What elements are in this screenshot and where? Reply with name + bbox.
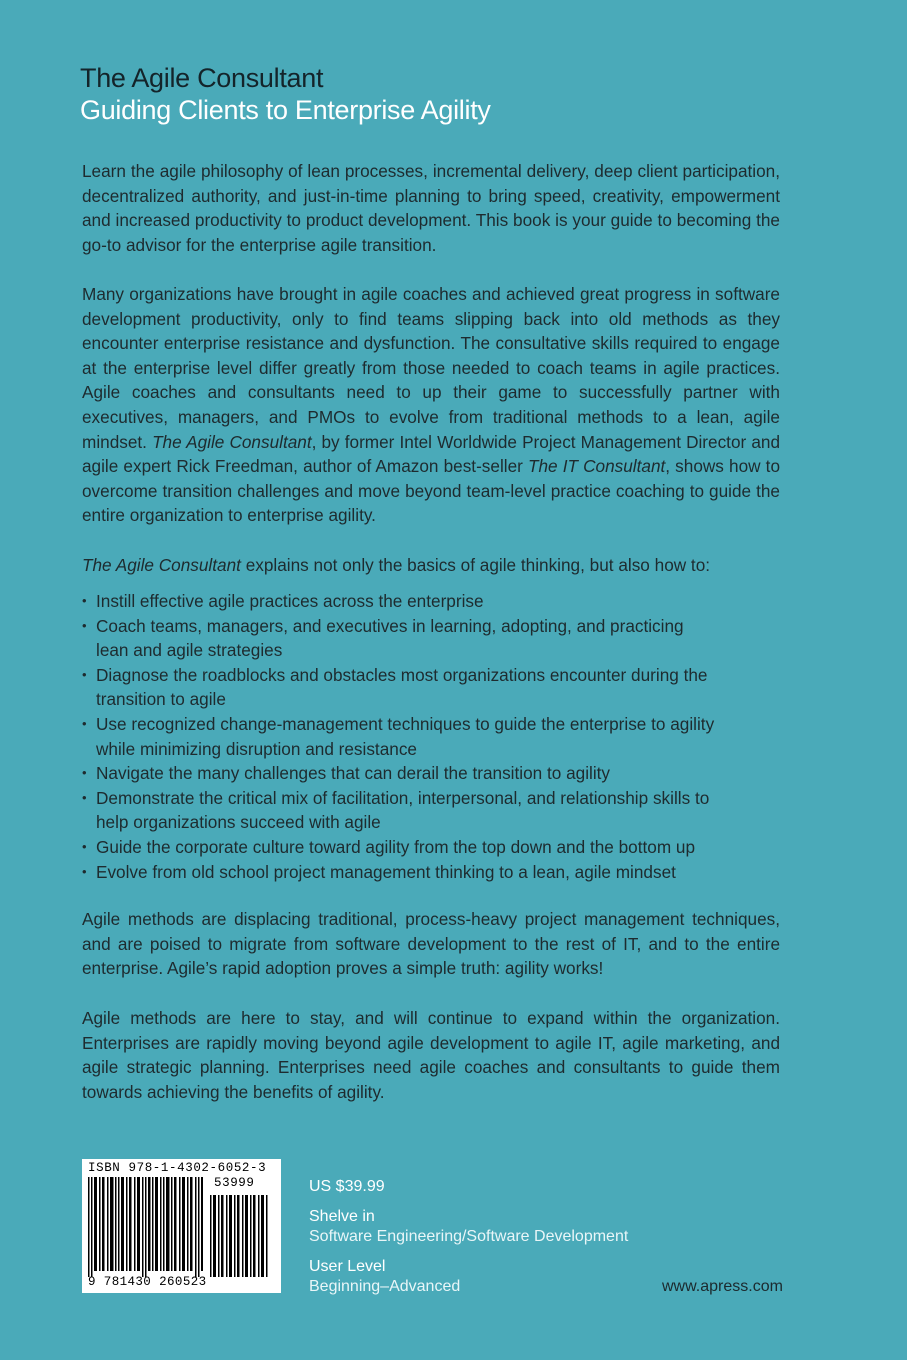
list-item: • Use recognized change-management techniques to guide the enterprise to agility while minimizing disruption and resistance [82,712,756,761]
list-item: • Diagnose the roadblocks and obstacles most organizations encounter during the transition to agile [82,663,736,712]
barcode-bars [88,1177,204,1277]
shelve-value: Software Engineering/Software Development [309,1228,629,1245]
book-subtitle: Guiding Clients to Enterprise Agility [80,95,491,125]
list-item: • Evolve from old school project management thinking to a lean, agile mindset [82,860,782,885]
level-value: Beginning–Advanced [309,1278,461,1295]
isbn-barcode [82,1159,281,1293]
price-barcode-bars [210,1195,270,1277]
list-item: • Instill effective agile practices across the enterprise [82,589,782,614]
list-item: • Demonstrate the critical mix of facilitation, interpersonal, and relationship skills to help organizations succeed with agile [82,786,736,835]
ean-digits: 9 781430 260523 [88,1275,207,1289]
book-title: The Agile Consultant [80,63,324,93]
bullet-list [82,589,782,884]
title-block [80,62,491,126]
shelve-label: Shelve in [309,1208,375,1225]
paragraph-3: Agile methods are displacing traditional, process-heavy project management techniques, and are poised to migrate from software development to the rest of IT, and to the entire enterprise. Agile’s rapid adoption proves a simple truth: agility works! [82,909,780,979]
level-label: User Level [309,1258,386,1275]
bullets-intro [82,553,780,578]
list-item: • Coach teams, managers, and executives in learning, adopting, and practicing lean and agile strategies [82,614,696,663]
intro-text: explains not only the basics of agile thinking, but also how to: [240,555,711,575]
paragraph-2-text-3: , shows how to overcome transition challenges and move beyond team-level practice coaching to guide the entire organization to enterprise agility. [82,456,780,526]
book-info [309,1177,628,1297]
paragraph-2-text-1: Many organizations have brought in agile coaches and achieved great progress in software development productivity, only to find teams slipping back into old methods as they encounter enterprise resistance and dysfunction. The consultative skills required to engage at the enterprise level differ greatly from those needed to coach teams in agile practices. Agile coaches and consultants need to up their game to successfully partner with executives, managers, and PMOs to evolve from traditional methods to a lean, agile mindset. [82,284,780,452]
paragraph-2 [82,282,780,528]
paragraph-2-italic-2: The IT Consultant [528,456,666,477]
intro-italic: The Agile Consultant [82,555,241,575]
paragraph-4: Agile methods are here to stay, and will continue to expand within the organization. Enterprises are rapidly moving beyond agile development to agile IT, agile marketing, and agile strategic planning. Enterprises need agile coaches and consultants to guide them towards achieving the benefits of agility. [82,1008,780,1102]
list-item: • Guide the corporate culture toward agility from the top down and the bottom up [82,835,782,860]
price: US $39.99 [309,1178,385,1195]
paragraph-2-italic-1: The Agile Consultant [152,431,312,452]
barcode-price-code: 53999 [214,1176,255,1190]
list-item: • Navigate the many challenges that can derail the transition to agility [82,761,782,786]
isbn-number: ISBN 978-1-4302-6052-3 [88,1161,267,1175]
website-link[interactable]: www.apress.com [662,1278,783,1295]
paragraph-2-text-2: , by former Intel Worldwide Project Management Director and agile expert Rick Freedman, author of Amazon best-seller [82,431,781,477]
paragraph-1: Learn the agile philosophy of lean processes, incremental delivery, deep client participation, decentralized authority, and just-in-time planning to bring speed, creativity, empowerment and increased productivity to product development. This book is your guide to becoming the go-to advisor for the enterprise agile transition. [82,161,780,255]
